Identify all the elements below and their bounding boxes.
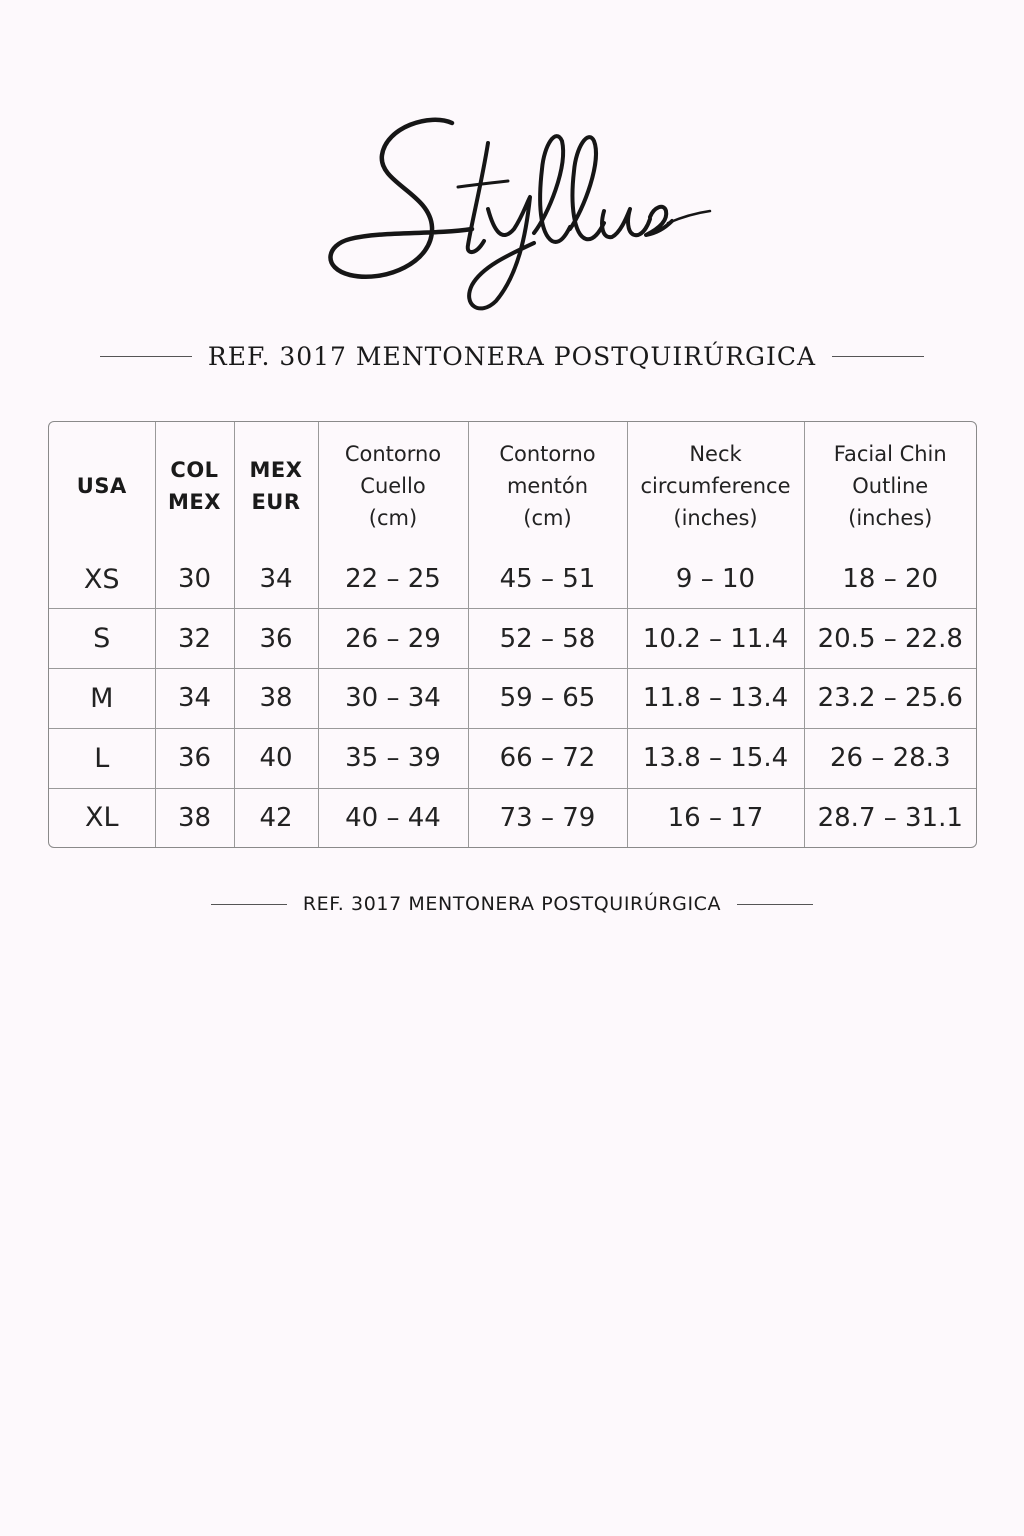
divider-right bbox=[737, 904, 813, 905]
table-cell: 40 bbox=[234, 728, 318, 788]
table-cell: 42 bbox=[234, 788, 318, 847]
header-contorno-cuello: Contorno Cuello (cm) bbox=[318, 422, 468, 550]
table-cell: 34 bbox=[234, 550, 318, 609]
table-cell: 26 – 29 bbox=[318, 609, 468, 669]
table-cell: 22 – 25 bbox=[318, 550, 468, 609]
table-cell: XL bbox=[49, 788, 155, 847]
header-col-mex: COL MEX bbox=[155, 422, 234, 550]
table-cell: 26 – 28.3 bbox=[804, 728, 976, 788]
table-cell: L bbox=[49, 728, 155, 788]
table-cell: 23.2 – 25.6 bbox=[804, 669, 976, 729]
table-cell: 20.5 – 22.8 bbox=[804, 609, 976, 669]
table-cell: 16 – 17 bbox=[627, 788, 804, 847]
table-cell: 38 bbox=[234, 669, 318, 729]
size-table bbox=[49, 422, 976, 847]
table-cell: 18 – 20 bbox=[804, 550, 976, 609]
table-row bbox=[49, 728, 976, 788]
table-cell: 52 – 58 bbox=[468, 609, 627, 669]
table-cell: 32 bbox=[155, 609, 234, 669]
header-neck-circumference: Neck circumference (inches) bbox=[627, 422, 804, 550]
table-cell: 36 bbox=[234, 609, 318, 669]
table-cell: 59 – 65 bbox=[468, 669, 627, 729]
table-cell: 34 bbox=[155, 669, 234, 729]
table-cell: S bbox=[49, 609, 155, 669]
divider-right bbox=[832, 356, 924, 357]
product-title: REF. 3017 MENTONERA POSTQUIRÚRGICA bbox=[207, 341, 817, 371]
header-usa: USA bbox=[49, 422, 155, 550]
product-title-footer: REF. 3017 MENTONERA POSTQUIRÚRGICA bbox=[302, 893, 722, 915]
table-cell: M bbox=[49, 669, 155, 729]
title-top-line bbox=[0, 336, 1024, 376]
table-cell: 73 – 79 bbox=[468, 788, 627, 847]
table-row bbox=[49, 669, 976, 729]
table-cell: 66 – 72 bbox=[468, 728, 627, 788]
header-row bbox=[49, 422, 976, 550]
divider-left bbox=[211, 904, 287, 905]
table-cell: 30 bbox=[155, 550, 234, 609]
table-cell: XS bbox=[49, 550, 155, 609]
size-chart bbox=[48, 421, 977, 848]
table-cell: 40 – 44 bbox=[318, 788, 468, 847]
table-cell: 45 – 51 bbox=[468, 550, 627, 609]
table-cell: 10.2 – 11.4 bbox=[627, 609, 804, 669]
table-cell: 13.8 – 15.4 bbox=[627, 728, 804, 788]
table-cell: 36 bbox=[155, 728, 234, 788]
header-mex-eur: MEX EUR bbox=[234, 422, 318, 550]
divider-left bbox=[100, 356, 192, 357]
table-cell: 11.8 – 13.4 bbox=[627, 669, 804, 729]
table-cell: 9 – 10 bbox=[627, 550, 804, 609]
table-cell: 38 bbox=[155, 788, 234, 847]
table-cell: 30 – 34 bbox=[318, 669, 468, 729]
title-bottom-line bbox=[0, 888, 1024, 920]
table-cell: 35 – 39 bbox=[318, 728, 468, 788]
table-row bbox=[49, 788, 976, 847]
styllus-script-logo-icon bbox=[312, 105, 722, 320]
table-row bbox=[49, 550, 976, 609]
brand-logo bbox=[312, 105, 722, 320]
header-facial-chin-outline: Facial Chin Outline (inches) bbox=[804, 422, 976, 550]
table-cell: 28.7 – 31.1 bbox=[804, 788, 976, 847]
header-contorno-menton: Contorno mentón (cm) bbox=[468, 422, 627, 550]
table-row bbox=[49, 609, 976, 669]
